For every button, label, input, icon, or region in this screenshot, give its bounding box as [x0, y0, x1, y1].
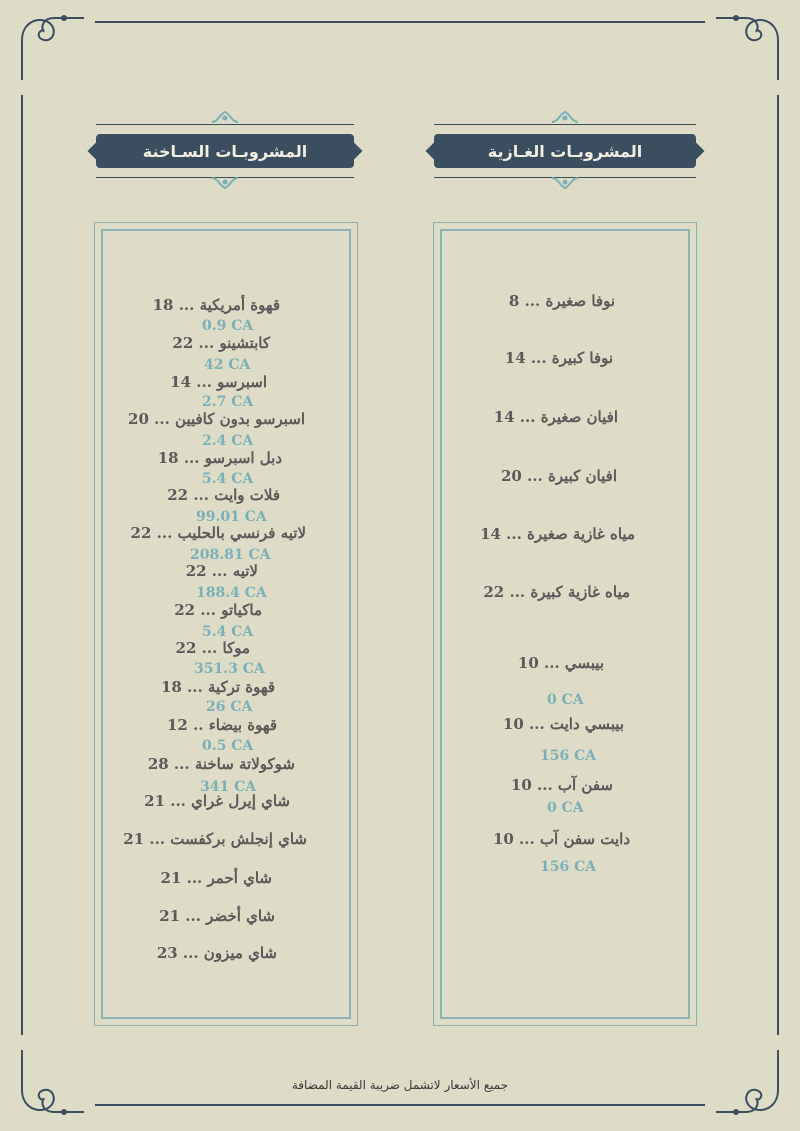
hot-item-price: 2.7 CA [202, 394, 254, 410]
hot-item-price: 208.81 CA [190, 547, 271, 563]
hot-item-name: كابتشينو ... 22 [172, 334, 270, 352]
soft-item-name: سفن آب ... 10 [510, 776, 613, 794]
hot-item-price: 5.4 CA [202, 624, 254, 640]
hot-item-price: 341 CA [200, 779, 257, 795]
hot-item-name: اسبرسو ... 14 [170, 373, 267, 391]
soft-drinks-header: المشروبـات الغـازية [434, 134, 696, 168]
soft-item-price: 156 CA [540, 748, 597, 764]
vat-notice: جميع الأسعار لاتشمل ضريبة القيمة المضافة [291, 1078, 509, 1092]
frame-right-line [777, 95, 779, 1035]
hot-item-name: قهوة بيضاء .. 12 [166, 716, 277, 734]
soft-item-name: مياه غازية صغيرة ... 14 [480, 525, 635, 543]
hot-item-name: شاي إنجلش بركفست ... 21 [123, 830, 307, 848]
hot-item-price: 2.4 CA [202, 433, 254, 449]
hot-header-top-ornament [210, 110, 240, 124]
hot-drinks-header: المشروبـات السـاخنة [96, 134, 354, 168]
hot-header-top-rule [96, 124, 354, 125]
soft-item-name: مياه غازية كبيرة ... 22 [483, 583, 630, 601]
soft-item-price: 0 CA [547, 800, 584, 816]
hot-item-price: 0.5 CA [202, 738, 254, 754]
hot-item-name: شاي ميزون ... 23 [156, 944, 277, 962]
soft-item-name: بيبسي دايت ... 10 [502, 715, 624, 733]
soft-item-name: افيان صغيرة ... 14 [493, 408, 618, 426]
hot-item-price: 188.4 CA [196, 585, 267, 601]
hot-item-name: قهوة تركية ... 18 [160, 678, 275, 696]
hot-item-name: ماكياتو ... 22 [174, 601, 262, 619]
hot-item-name: دبل اسبرسو ... 18 [157, 449, 282, 467]
hot-item-name: شاي إيرل غراي ... 21 [144, 792, 290, 810]
soft-item-name: نوفا كبيرة ... 14 [504, 349, 613, 367]
hot-item-price: 99.01 CA [196, 509, 267, 525]
hot-item-name: شاي أخضر ... 21 [159, 907, 275, 925]
frame-bottom-line [95, 1104, 705, 1106]
corner-ornament-top-left [14, 10, 84, 80]
hot-item-name: موكا ... 22 [175, 639, 250, 657]
hot-item-name: لاتيه ... 22 [185, 562, 258, 580]
hot-item-price: 42 CA [204, 357, 251, 373]
corner-ornament-top-right [716, 10, 786, 80]
hot-header-bottom-ornament [210, 176, 240, 190]
soft-item-name: افيان كبيرة ... 20 [501, 467, 617, 485]
hot-item-name: شوكولاتة ساخنة ... 28 [147, 755, 295, 773]
hot-item-name: قهوة أمريكية ... 18 [152, 296, 280, 314]
hot-item-name: اسبرسو بدون كافيين ... 20 [128, 410, 305, 428]
frame-top-line [95, 21, 705, 23]
hot-item-name: شاي أحمر ... 21 [160, 869, 272, 887]
hot-item-price: 5.4 CA [202, 471, 254, 487]
soft-item-price: 156 CA [540, 859, 597, 875]
soft-item-name: نوفا صغيرة ... 8 [508, 292, 615, 310]
frame-left-line [21, 95, 23, 1035]
soft-header-top-rule [434, 124, 696, 125]
soft-item-name: بيبسي ... 10 [517, 654, 604, 672]
hot-item-price: 26 CA [206, 699, 253, 715]
hot-item-name: لاتيه فرنسي بالحليب ... 22 [130, 524, 306, 542]
hot-item-price: 0.9 CA [202, 318, 254, 334]
soft-item-name: دايت سفن آب ... 10 [492, 830, 630, 848]
hot-item-name: فلات وايت ... 22 [167, 486, 280, 504]
soft-item-price: 0 CA [547, 692, 584, 708]
hot-item-price: 351.3 CA [194, 661, 265, 677]
soft-header-bottom-ornament [550, 176, 580, 190]
soft-header-top-ornament [550, 110, 580, 124]
soft-drinks-panel [440, 229, 690, 1019]
